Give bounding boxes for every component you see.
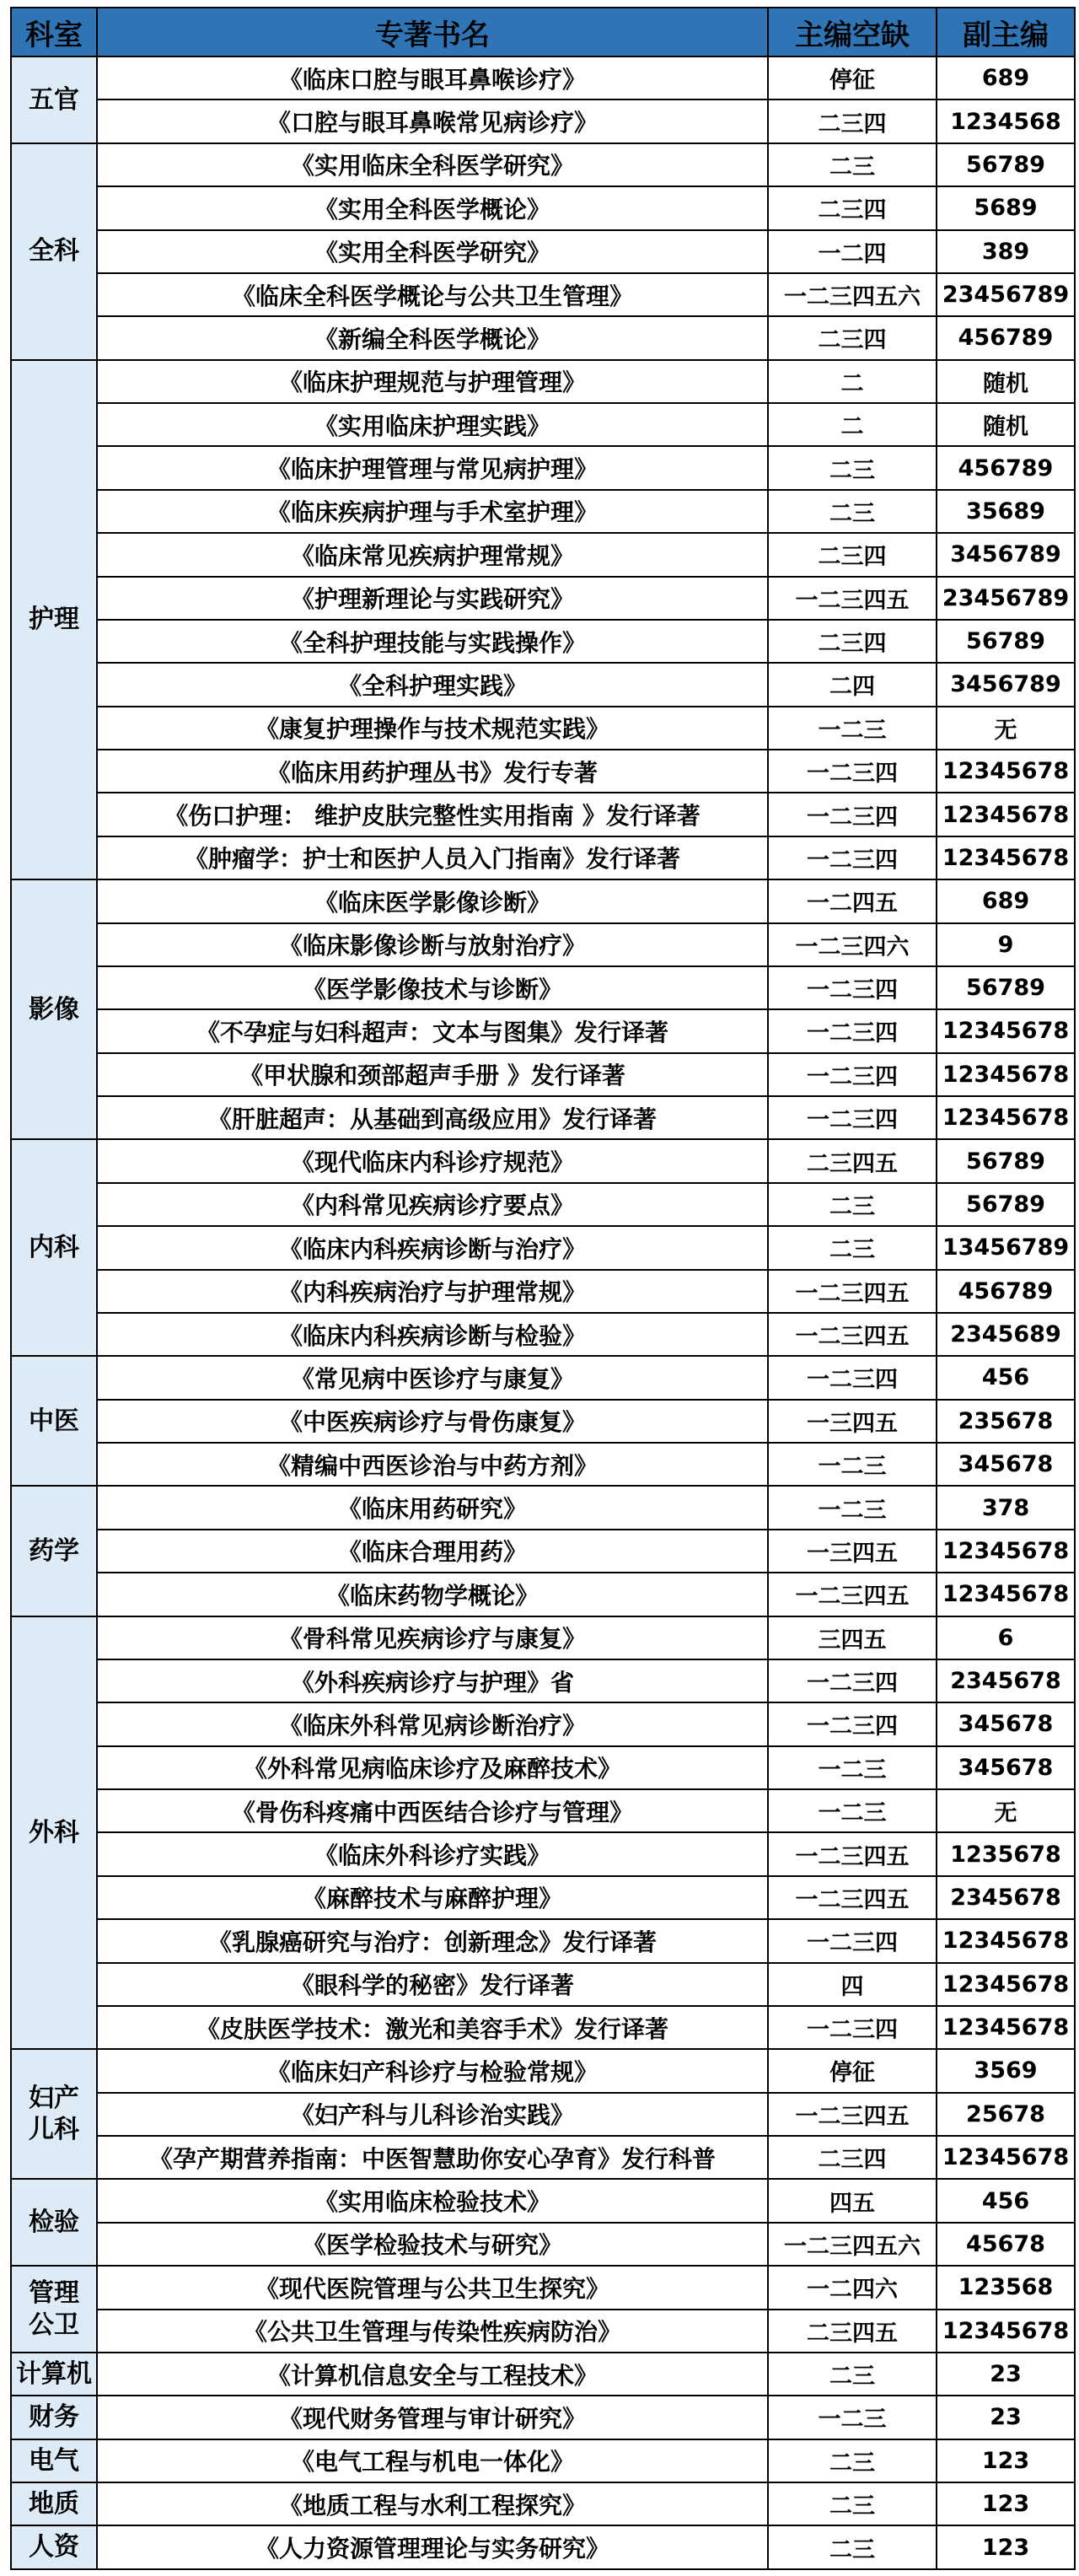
chief-editor-vacancy-cell: 四 (768, 1963, 937, 2006)
deputy-editor-cell: 56789 (937, 1183, 1075, 1226)
book-title-cell: 《地质工程与水利工程探究》 (97, 2482, 768, 2525)
department-cell (11, 1616, 97, 2050)
chief-editor-vacancy-cell: 一二三四 (768, 1356, 937, 1399)
chief-editor-vacancy-cell: 一二三四 (768, 1053, 937, 1096)
deputy-editor-cell: 随机 (937, 360, 1075, 403)
chief-editor-vacancy-cell: 一二四五 (768, 879, 937, 922)
deputy-editor-cell: 随机 (937, 403, 1075, 446)
department-cell (11, 1139, 97, 1356)
book-title-cell: 《现代财务管理与审计研究》 (97, 2396, 768, 2439)
book-title-cell: 《医学影像技术与诊断》 (97, 966, 768, 1009)
book-title-cell: 《口腔与眼耳鼻喉常见病诊疗》 (97, 99, 768, 143)
deputy-editor-cell: 1235678 (937, 1832, 1075, 1875)
header-deputy-editor: 副主编 (937, 8, 1075, 56)
book-title-cell: 《康复护理操作与技术规范实践》 (97, 707, 768, 750)
book-title-cell: 《医学检验技术与研究》 (97, 2223, 768, 2266)
deputy-editor-cell: 35689 (937, 490, 1075, 533)
table-row (11, 1009, 1075, 1052)
table-row (11, 1919, 1075, 1962)
book-title-cell: 《临床全科医学概论与公共卫生管理》 (97, 273, 768, 316)
table-row (11, 490, 1075, 533)
deputy-editor-cell: 12345678 (937, 1919, 1075, 1962)
book-title-cell: 《伤口护理： 维护皮肤完整性实用指南 》发行译著 (97, 793, 768, 836)
department-label: 电气 (29, 2445, 79, 2476)
deputy-editor-cell: 5689 (937, 186, 1075, 229)
department-cell (11, 2525, 97, 2569)
chief-editor-vacancy-cell: 一二三四六 (768, 923, 937, 966)
chief-editor-vacancy-cell: 三四五 (768, 1616, 937, 1659)
chief-editor-vacancy-cell: 二三四 (768, 316, 937, 359)
deputy-editor-cell: 345678 (937, 1746, 1075, 1789)
table-row (11, 1356, 1075, 1399)
deputy-editor-cell: 345678 (937, 1443, 1075, 1486)
table-row (11, 2006, 1075, 2049)
header-chief-editor-vacancy: 主编空缺 (768, 8, 937, 56)
deputy-editor-cell: 3456789 (937, 663, 1075, 706)
chief-editor-vacancy-cell: 一二三 (768, 707, 937, 750)
book-title-cell: 《临床影像诊断与放射治疗》 (97, 923, 768, 966)
book-title-cell: 《电气工程与机电一体化》 (97, 2439, 768, 2482)
table-row (11, 1270, 1075, 1313)
table-row (11, 2223, 1075, 2266)
department-cell (11, 2266, 97, 2353)
department-label: 药学 (29, 1535, 79, 1566)
chief-editor-vacancy-cell: 一二四 (768, 230, 937, 273)
table-row (11, 143, 1075, 186)
table-row (11, 2439, 1075, 2482)
chief-editor-vacancy-cell: 一二三四五 (768, 1832, 937, 1875)
chief-editor-vacancy-cell: 二三 (768, 143, 937, 186)
table-row (11, 1400, 1075, 1443)
table-row (11, 923, 1075, 966)
chief-editor-vacancy-cell: 停征 (768, 2049, 937, 2092)
deputy-editor-cell: 2345678 (937, 1659, 1075, 1702)
chief-editor-vacancy-cell: 一二三四 (768, 1009, 937, 1052)
chief-editor-vacancy-cell: 二三 (768, 1226, 937, 1269)
deputy-editor-cell: 13456789 (937, 1226, 1075, 1269)
deputy-editor-cell: 25678 (937, 2093, 1075, 2136)
book-title-cell: 《肝脏超声：从基础到高级应用》发行译著 (97, 1096, 768, 1139)
deputy-editor-cell: 23456789 (937, 577, 1075, 620)
chief-editor-vacancy-cell: 二三 (768, 2525, 937, 2569)
department-label: 中医 (29, 1406, 79, 1436)
header-department: 科室 (11, 8, 97, 56)
book-title-cell: 《临床医学影像诊断》 (97, 879, 768, 922)
chief-editor-vacancy-cell: 一二三四五 (768, 1876, 937, 1919)
deputy-editor-cell: 456789 (937, 1270, 1075, 1313)
deputy-editor-cell: 6 (937, 1616, 1075, 1659)
book-title-cell: 《骨伤科疼痛中西医结合诊疗与管理》 (97, 1789, 768, 1832)
book-title-cell: 《眼科学的秘密》发行译著 (97, 1963, 768, 2006)
table-row (11, 1313, 1075, 1356)
book-title-cell: 《临床内科疾病诊断与检验》 (97, 1313, 768, 1356)
table-row (11, 836, 1075, 879)
book-title-cell: 《公共卫生管理与传染性疾病防治》 (97, 2310, 768, 2353)
book-title-cell: 《骨科常见疾病诊疗与康复》 (97, 1616, 768, 1659)
book-title-cell: 《临床用药护理丛书》发行专著 (97, 750, 768, 793)
chief-editor-vacancy-cell: 一二三四五六 (768, 273, 937, 316)
chief-editor-vacancy-cell: 二三 (768, 2482, 937, 2525)
table-row (11, 1096, 1075, 1139)
book-title-cell: 《实用临床护理实践》 (97, 403, 768, 446)
chief-editor-vacancy-cell: 一二三四五 (768, 1270, 937, 1313)
table-row (11, 56, 1075, 99)
book-title-cell: 《肿瘤学：护士和医护人员入门指南》发行译著 (97, 836, 768, 879)
chief-editor-vacancy-cell: 二三四 (768, 99, 937, 143)
book-title-cell: 《全科护理技能与实践操作》 (97, 620, 768, 663)
deputy-editor-cell: 12345678 (937, 793, 1075, 836)
table-row (11, 2525, 1075, 2569)
book-title-cell: 《外科疾病诊疗与护理》省 (97, 1659, 768, 1702)
department-label: 全科 (29, 236, 79, 266)
book-title-cell: 《实用临床全科医学研究》 (97, 143, 768, 186)
header-book-title: 专著书名 (97, 8, 768, 56)
deputy-editor-cell: 12345678 (937, 2310, 1075, 2353)
chief-editor-vacancy-cell: 一二三 (768, 1746, 937, 1789)
department-cell (11, 2179, 97, 2266)
deputy-editor-cell: 123 (937, 2482, 1075, 2525)
department-cell (11, 360, 97, 880)
table-row (11, 1963, 1075, 2006)
department-cell (11, 143, 97, 360)
deputy-editor-cell: 456 (937, 1356, 1075, 1399)
chief-editor-vacancy-cell: 二三 (768, 1183, 937, 1226)
table-row (11, 1183, 1075, 1226)
chief-editor-vacancy-cell: 一二三四 (768, 1702, 937, 1745)
department-label: 儿科 (29, 2115, 79, 2145)
department-label: 公卫 (29, 2310, 79, 2340)
book-title-cell: 《现代临床内科诊疗规范》 (97, 1139, 768, 1182)
table-row (11, 99, 1075, 143)
chief-editor-vacancy-cell: 一二三四 (768, 793, 937, 836)
book-title-cell: 《临床药物学概论》 (97, 1573, 768, 1616)
table-row (11, 1053, 1075, 1096)
deputy-editor-cell: 456 (937, 2179, 1075, 2222)
chief-editor-vacancy-cell: 一二三 (768, 2396, 937, 2439)
table-body (11, 56, 1075, 2569)
table-row (11, 1876, 1075, 1919)
department-cell (11, 56, 97, 143)
chief-editor-vacancy-cell: 一二三四五 (768, 2093, 937, 2136)
chief-editor-vacancy-cell: 二三 (768, 490, 937, 533)
book-title-cell: 《乳腺癌研究与治疗：创新理念》发行译著 (97, 1919, 768, 1962)
deputy-editor-cell: 2345678 (937, 1876, 1075, 1919)
book-title-cell: 《麻醉技术与麻醉护理》 (97, 1876, 768, 1919)
deputy-editor-cell: 9 (937, 923, 1075, 966)
table-row (11, 1616, 1075, 1659)
deputy-editor-cell: 12345678 (937, 1009, 1075, 1052)
chief-editor-vacancy-cell: 一二三四 (768, 1919, 937, 1962)
table-row (11, 2049, 1075, 2092)
deputy-editor-cell: 23456789 (937, 273, 1075, 316)
book-title-cell: 《中医疾病诊疗与骨伤康复》 (97, 1400, 768, 1443)
deputy-editor-cell: 12345678 (937, 2136, 1075, 2179)
book-title-cell: 《内科疾病治疗与护理常规》 (97, 1270, 768, 1313)
department-label: 护理 (29, 605, 79, 635)
chief-editor-vacancy-cell: 一二三四五 (768, 1573, 937, 1616)
department-label: 人资 (29, 2532, 79, 2563)
table-row (11, 1443, 1075, 1486)
chief-editor-vacancy-cell: 一二四六 (768, 2266, 937, 2309)
book-title-cell: 《实用全科医学研究》 (97, 230, 768, 273)
deputy-editor-cell: 12345678 (937, 1963, 1075, 2006)
department-label: 管理 (29, 2278, 79, 2308)
chief-editor-vacancy-cell: 一二三四 (768, 1659, 937, 1702)
table-row (11, 879, 1075, 922)
chief-editor-vacancy-cell: 一二三四五 (768, 577, 937, 620)
table-row (11, 2136, 1075, 2179)
chief-editor-vacancy-cell: 二三 (768, 2353, 937, 2396)
table-row (11, 2353, 1075, 2396)
table-row (11, 1573, 1075, 1616)
deputy-editor-cell: 123 (937, 2439, 1075, 2482)
book-title-cell: 《临床外科诊疗实践》 (97, 1832, 768, 1875)
book-title-cell: 《孕产期营养指南：中医智慧助你安心孕育》发行科普 (97, 2136, 768, 2179)
book-title-cell: 《临床护理管理与常见病护理》 (97, 446, 768, 489)
department-label: 地质 (29, 2488, 79, 2519)
table-row (11, 316, 1075, 359)
deputy-editor-cell: 389 (937, 230, 1075, 273)
book-title-cell: 《新编全科医学概论》 (97, 316, 768, 359)
deputy-editor-cell: 12345678 (937, 1530, 1075, 1573)
table-row (11, 1226, 1075, 1269)
department-cell (11, 2439, 97, 2482)
book-title-cell: 《现代医院管理与公共卫生探究》 (97, 2266, 768, 2309)
table-row (11, 1832, 1075, 1875)
department-cell (11, 879, 97, 1139)
department-cell (11, 1486, 97, 1616)
deputy-editor-cell: 456789 (937, 446, 1075, 489)
book-title-cell: 《临床合理用药》 (97, 1530, 768, 1573)
table-row (11, 966, 1075, 1009)
table-row (11, 2310, 1075, 2353)
book-title-cell: 《临床疾病护理与手术室护理》 (97, 490, 768, 533)
header-row (11, 8, 1075, 56)
book-title-cell: 《护理新理论与实践研究》 (97, 577, 768, 620)
department-label: 五官 (29, 84, 79, 115)
table-container (10, 7, 1074, 2570)
chief-editor-vacancy-cell: 一二三 (768, 1789, 937, 1832)
book-title-cell: 《常见病中医诊疗与康复》 (97, 1356, 768, 1399)
book-title-cell: 《不孕症与妇科超声：文本与图集》发行译著 (97, 1009, 768, 1052)
book-title-cell: 《全科护理实践》 (97, 663, 768, 706)
department-cell (11, 2353, 97, 2396)
chief-editor-vacancy-cell: 一二三四 (768, 836, 937, 879)
table-row (11, 1746, 1075, 1789)
deputy-editor-cell: 45678 (937, 2223, 1075, 2266)
book-title-cell: 《临床内科疾病诊断与治疗》 (97, 1226, 768, 1269)
deputy-editor-cell: 378 (937, 1486, 1075, 1529)
table-row (11, 2093, 1075, 2136)
table-row (11, 403, 1075, 446)
book-title-cell: 《临床常见疾病护理常规》 (97, 533, 768, 576)
chief-editor-vacancy-cell: 停征 (768, 56, 937, 99)
table-row (11, 2396, 1075, 2439)
chief-editor-vacancy-cell: 二三四 (768, 620, 937, 663)
deputy-editor-cell: 3456789 (937, 533, 1075, 576)
book-title-cell: 《甲状腺和颈部超声手册 》发行译著 (97, 1053, 768, 1096)
table-row (11, 446, 1075, 489)
department-label: 计算机 (16, 2358, 92, 2389)
deputy-editor-cell: 12345678 (937, 1573, 1075, 1616)
deputy-editor-cell: 456789 (937, 316, 1075, 359)
chief-editor-vacancy-cell: 二三四 (768, 186, 937, 229)
book-title-cell: 《临床外科常见病诊断治疗》 (97, 1702, 768, 1745)
table-row (11, 663, 1075, 706)
chief-editor-vacancy-cell: 二三 (768, 2439, 937, 2482)
book-title-cell: 《临床护理规范与护理管理》 (97, 360, 768, 403)
deputy-editor-cell: 12345678 (937, 1096, 1075, 1139)
deputy-editor-cell: 56789 (937, 620, 1075, 663)
chief-editor-vacancy-cell: 一二三 (768, 1443, 937, 1486)
book-title-cell: 《实用临床检验技术》 (97, 2179, 768, 2222)
chief-editor-vacancy-cell: 二三四 (768, 533, 937, 576)
table-row (11, 1789, 1075, 1832)
deputy-editor-cell: 56789 (937, 1139, 1075, 1182)
table-header (11, 8, 1075, 56)
department-label: 内科 (29, 1233, 79, 1263)
deputy-editor-cell: 12345678 (937, 1053, 1075, 1096)
department-label: 检验 (29, 2208, 79, 2237)
table-row (11, 2266, 1075, 2309)
book-title-cell: 《妇产科与儿科诊治实践》 (97, 2093, 768, 2136)
book-title-cell: 《内科常见疾病诊疗要点》 (97, 1183, 768, 1226)
chief-editor-vacancy-cell: 一二三四 (768, 966, 937, 1009)
deputy-editor-cell: 23 (937, 2396, 1075, 2439)
deputy-editor-cell: 23 (937, 2353, 1075, 2396)
chief-editor-vacancy-cell: 一二三四五六 (768, 2223, 937, 2266)
chief-editor-vacancy-cell: 二 (768, 403, 937, 446)
book-title-cell: 《临床用药研究》 (97, 1486, 768, 1529)
book-title-cell: 《临床口腔与眼耳鼻喉诊疗》 (97, 56, 768, 99)
chief-editor-vacancy-cell: 二三四 (768, 2136, 937, 2179)
table-row (11, 230, 1075, 273)
deputy-editor-cell: 2345689 (937, 1313, 1075, 1356)
table-row (11, 793, 1075, 836)
chief-editor-vacancy-cell: 一二三四 (768, 750, 937, 793)
table-row (11, 707, 1075, 750)
table-row (11, 577, 1075, 620)
deputy-editor-cell: 56789 (937, 143, 1075, 186)
book-title-cell: 《计算机信息安全与工程技术》 (97, 2353, 768, 2396)
chief-editor-vacancy-cell: 一二三 (768, 1486, 937, 1529)
deputy-editor-cell: 345678 (937, 1702, 1075, 1745)
deputy-editor-cell: 689 (937, 879, 1075, 922)
chief-editor-vacancy-cell: 一二三四五 (768, 1313, 937, 1356)
department-cell (11, 2049, 97, 2179)
department-label: 妇产 (29, 2083, 79, 2113)
book-title-cell: 《皮肤医学技术：激光和美容手术》发行译著 (97, 2006, 768, 2049)
department-label: 外科 (29, 1817, 79, 1847)
deputy-editor-cell: 123 (937, 2525, 1075, 2569)
table-row (11, 360, 1075, 403)
deputy-editor-cell: 689 (937, 56, 1075, 99)
deputy-editor-cell: 12345678 (937, 836, 1075, 879)
table-row (11, 273, 1075, 316)
chief-editor-vacancy-cell: 四五 (768, 2179, 937, 2222)
department-cell (11, 2482, 97, 2525)
table-row (11, 533, 1075, 576)
department-cell (11, 2396, 97, 2439)
table-row (11, 1486, 1075, 1529)
deputy-editor-cell: 123568 (937, 2266, 1075, 2309)
table-row (11, 1702, 1075, 1745)
chief-editor-vacancy-cell: 二三四五 (768, 1139, 937, 1182)
chief-editor-vacancy-cell: 一二三四 (768, 1096, 937, 1139)
deputy-editor-cell: 无 (937, 1789, 1075, 1832)
book-title-cell: 《人力资源管理理论与实务研究》 (97, 2525, 768, 2569)
chief-editor-vacancy-cell: 一三四五 (768, 1530, 937, 1573)
chief-editor-vacancy-cell: 一二三四 (768, 2006, 937, 2049)
table-row (11, 750, 1075, 793)
chief-editor-vacancy-cell: 二三四五 (768, 2310, 937, 2353)
table-row (11, 2179, 1075, 2222)
book-title-cell: 《外科常见病临床诊疗及麻醉技术》 (97, 1746, 768, 1789)
book-title-cell: 《实用全科医学概论》 (97, 186, 768, 229)
book-title-cell: 《临床妇产科诊疗与检验常规》 (97, 2049, 768, 2092)
chief-editor-vacancy-cell: 一三四五 (768, 1400, 937, 1443)
deputy-editor-cell: 56789 (937, 966, 1075, 1009)
table-row (11, 1659, 1075, 1702)
deputy-editor-cell: 1234568 (937, 99, 1075, 143)
table-row (11, 186, 1075, 229)
chief-editor-vacancy-cell: 二四 (768, 663, 937, 706)
table-row (11, 620, 1075, 663)
book-title-cell: 《精编中西医诊治与中药方剂》 (97, 1443, 768, 1486)
chief-editor-vacancy-cell: 二 (768, 360, 937, 403)
deputy-editor-cell: 无 (937, 707, 1075, 750)
deputy-editor-cell: 12345678 (937, 2006, 1075, 2049)
book-table (10, 7, 1076, 2570)
department-cell (11, 1356, 97, 1486)
deputy-editor-cell: 235678 (937, 1400, 1075, 1443)
department-label: 财务 (29, 2402, 79, 2433)
department-label: 影像 (29, 994, 79, 1024)
deputy-editor-cell: 12345678 (937, 750, 1075, 793)
chief-editor-vacancy-cell: 二三 (768, 446, 937, 489)
deputy-editor-cell: 3569 (937, 2049, 1075, 2092)
table-row (11, 1530, 1075, 1573)
table-row (11, 2482, 1075, 2525)
table-row (11, 1139, 1075, 1182)
